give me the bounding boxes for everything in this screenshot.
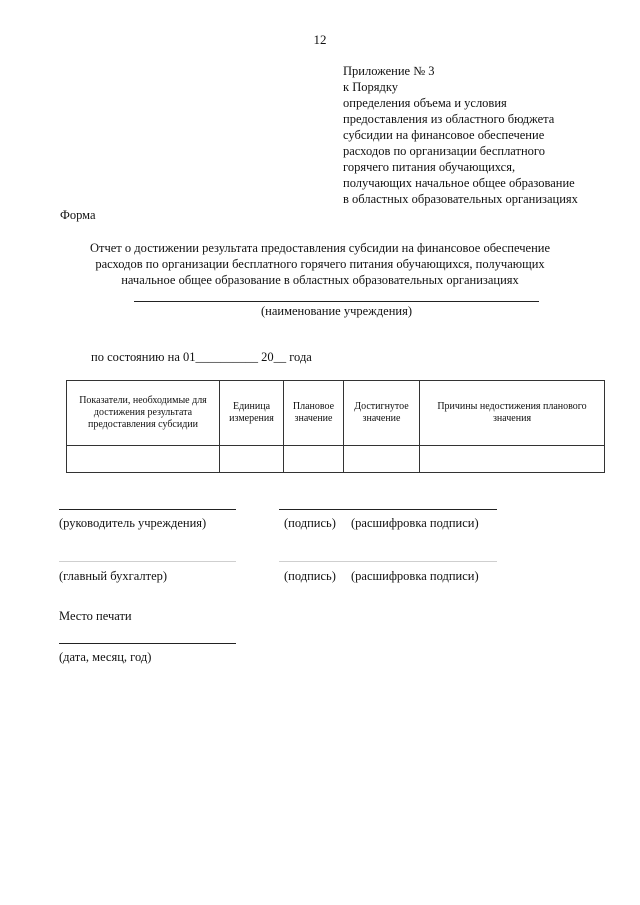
appendix-line: субсидии на финансовое обеспечение <box>343 128 545 142</box>
table-cell[interactable] <box>284 446 344 473</box>
head-caption: (руководитель учреждения) <box>59 516 207 530</box>
report-table <box>66 380 605 473</box>
appendix-line: получающих начальное общее образование <box>343 176 575 190</box>
report-date-line: по состоянию на 01__________ 20__ года <box>91 350 312 364</box>
title-line: Отчет о достижении результата предоставления субсидии на финансовое обеспечение <box>89 241 550 255</box>
appendix-line: Приложение № 3 <box>343 64 435 78</box>
title-line: расходов по организации бесплатного горячего питания обучающихся, получающих <box>95 257 545 271</box>
institution-name-line[interactable] <box>134 301 539 302</box>
accountant-signature-line[interactable] <box>279 561 497 562</box>
appendix-line: предоставления из областного бюджета <box>343 112 555 126</box>
head-signature-caption: (подпись) <box>284 516 336 530</box>
report-title <box>40 240 600 288</box>
table-cell[interactable] <box>220 446 284 473</box>
accountant-signature-caption: (подпись) <box>284 569 336 583</box>
appendix-line: к Порядку <box>343 80 398 94</box>
table-cell[interactable] <box>67 446 220 473</box>
accountant-caption: (главный бухгалтер) <box>59 569 168 583</box>
table-cell[interactable] <box>420 446 605 473</box>
head-position-line[interactable] <box>59 509 236 510</box>
header-reasons: Причины недостижения планового значения <box>420 381 605 446</box>
table-row <box>67 446 605 473</box>
accountant-position-line[interactable] <box>59 561 236 562</box>
header-unit: Единица измерения <box>220 381 284 446</box>
head-decoding-caption: (расшифровка подписи) <box>351 516 479 530</box>
appendix-header <box>343 63 633 207</box>
header-planned: Плановое значение <box>284 381 344 446</box>
table-cell[interactable] <box>344 446 420 473</box>
stamp-place-label: Место печати <box>59 609 132 623</box>
table-header-row <box>67 381 605 446</box>
form-label: Форма <box>60 208 96 222</box>
date-caption: (дата, месяц, год) <box>59 650 152 664</box>
accountant-decoding-caption: (расшифровка подписи) <box>351 569 479 583</box>
header-achieved: Достигнутое значение <box>344 381 420 446</box>
institution-caption: (наименование учреждения) <box>261 304 412 318</box>
appendix-line: в областных образовательных организациях <box>343 192 578 206</box>
page-number: 12 <box>313 32 327 47</box>
header-indicators: Показатели, необходимые для достижения результата предоставления субсидии <box>67 381 220 446</box>
title-line: начальное общее образование в областных образовательных организациях <box>121 273 519 287</box>
appendix-line: расходов по организации бесплатного <box>343 144 546 158</box>
appendix-line: горячего питания обучающихся, <box>343 160 516 174</box>
appendix-line: определения объема и условия <box>343 96 507 110</box>
head-signature-line[interactable] <box>279 509 497 510</box>
date-line[interactable] <box>59 643 236 644</box>
